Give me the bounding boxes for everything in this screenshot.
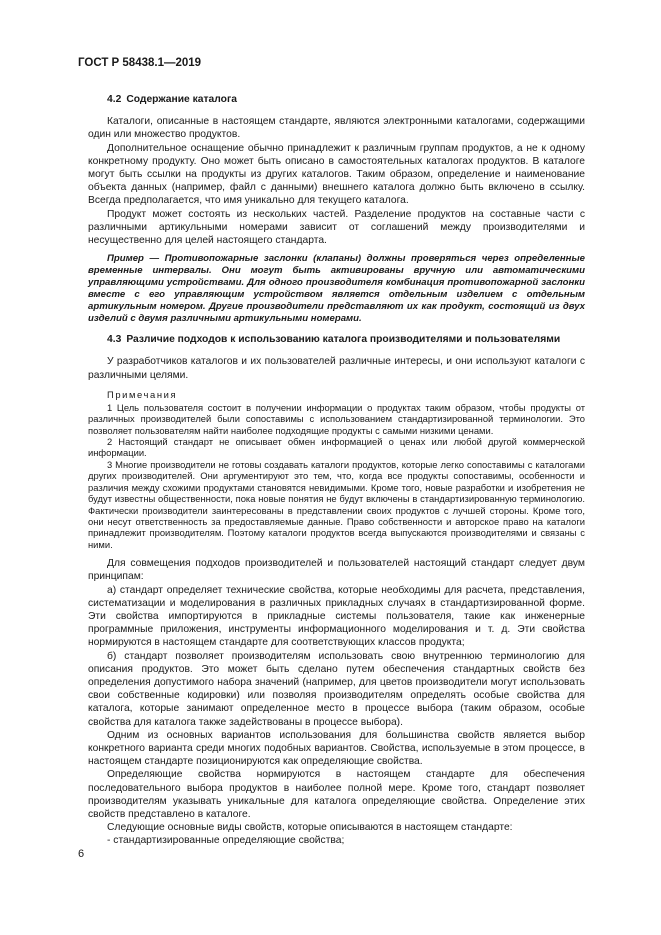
section-number: 4.3 (107, 334, 122, 346)
spacer (88, 550, 585, 557)
page-content (88, 93, 585, 848)
example-block: Пример — Противопожарные заслонки (клапаны) должны проверяться через определенные временные интервалы. Они могут быть активированы вручную или автоматическими управляющими устройствами. Для одного производителя комбинация противопожарной заслонки вместе с его управляющим устройством является отдельным изделием с отдельным артикульным номером. Другие производители представляют их как продукт, состоящий из двух изделий с двумя различными артикульными номерами. (88, 253, 585, 325)
paragraph: Для совмещения подходов производителей и пользователей настоящий стандарт следует двум принципам: (88, 558, 585, 583)
note: 1 Цель пользователя состоит в получении информации о продуктах таким образом, чтобы продукты от различных производителей были сопоставимы с использованием стандартизированной терминологии. Это позволяет пользователям найти наиболее подходящие продукты с самыми низкими ценами. (88, 401, 585, 436)
list-item: - стандартизированные определяющие свойства; (107, 835, 345, 847)
section-4-3-heading (88, 333, 585, 346)
section-title: Содержание каталога (126, 94, 237, 105)
note: 3 Многие производители не готовы создавать каталоги продуктов, которые легко сопоставимы с каталогами других производителей. Они аргументируют это тем, что, когда все продукты сопоставимы, особенности и различия между схожими продуктами становятся невидимыми. Кроме того, новые разработки и изобретения не будут известны общественности, пока новые понятия не будут включены в стандартизированную терминологию. Фактически производители заинтересованы в представлении своих продуктов с лучшей стороны. Кроме того, они несут ответственность за предоставляемые данные. Право собственности и авторское право на каталоги принадлежит производителям. Поэтому каталоги продуктов всегда выпускаются производителями и связаны с ними. (88, 458, 585, 550)
paragraph: Каталоги, описанные в настоящем стандарте, являются электронными каталогами, содержащими один или множество продуктов. (88, 116, 585, 141)
paragraph: У разработчиков каталогов и их пользователей различные интересы, и они используют каталоги с различными целями. (88, 356, 585, 381)
list-item: а) стандарт определяет технические свойства, которые необходимы для расчета, представления, систематизации и моделирования в различных прикладных случаях в стандартизированной форме. Эти свойства импортируются в прикладные системы пользователя, такие как инженерные программные приложения, инструменты информационного моделирования и т. д. Эти свойства нормируются в настоящем стандарте для соответствующих классов продукта; (88, 584, 585, 649)
section-number: 4.2 (107, 94, 122, 105)
paragraph: Продукт может состоять из нескольких частей. Разделение продуктов на составные части с различными артикульными номерами зависит от соглашений между производителями и несущественно для целей настоящего стандарта. (88, 208, 585, 247)
document-code: ГОСТ Р 58438.1—2019 (78, 57, 202, 69)
paragraph: Дополнительное оснащение обычно принадлежит к различным группам продуктов, а не к одному конкретному продукту. Оно может быть описано в самостоятельных каталогах продуктов. В каталоге могут быть ссылки на продукты из других каталогов. Таким образом, определение и наименование объекта данных (например, файл с данными) внешнего каталога должно быть включено в ссылку. Всегда предполагается, что имя уникально для текущего каталога. (88, 142, 585, 207)
notes-title: Примечания (107, 388, 178, 400)
paragraph: Одним из основных вариантов использования для большинства свойств является выбор конкретного варианта среди многих подобных вариантов. Свойства, используемые в этом процессе, в настоящем стандарте позиционируются как определяющие свойства. (88, 729, 585, 768)
paragraph: Следующие основные виды свойств, которые описываются в настоящем стандарте: (107, 822, 513, 834)
section-title: Различие подходов к использованию каталога производителями и пользователями (126, 334, 561, 346)
page-number: 6 (78, 848, 85, 860)
list-item: б) стандарт позволяет производителям использовать свою внутреннюю терминологию для описания продуктов. Это может быть сделано путем обеспечения стандартных свойств без определения допустимого набора значений (например, для цветов производители могут использовать свои собственные кодировки) или позволяя производителям определять особые свойства для каталога, которые занимают определенное место в процессе выбора (таким образом, особые свойства для каталога также задействованы в процессе выбора). (88, 650, 585, 728)
paragraph: Определяющие свойства нормируются в настоящем стандарте для обеспечения последовательного выбора продуктов в наиболее полной мере. Кроме того, стандарт позволяет производителям указывать уникальные для каталога определяющие свойства. Определение этих свойств представлено в каталоге. (88, 769, 585, 820)
section-4-2-heading (88, 93, 585, 106)
note: 2 Настоящий стандарт не описывает обмен информацией о ценах или любой другой коммерческой информации. (88, 436, 585, 459)
